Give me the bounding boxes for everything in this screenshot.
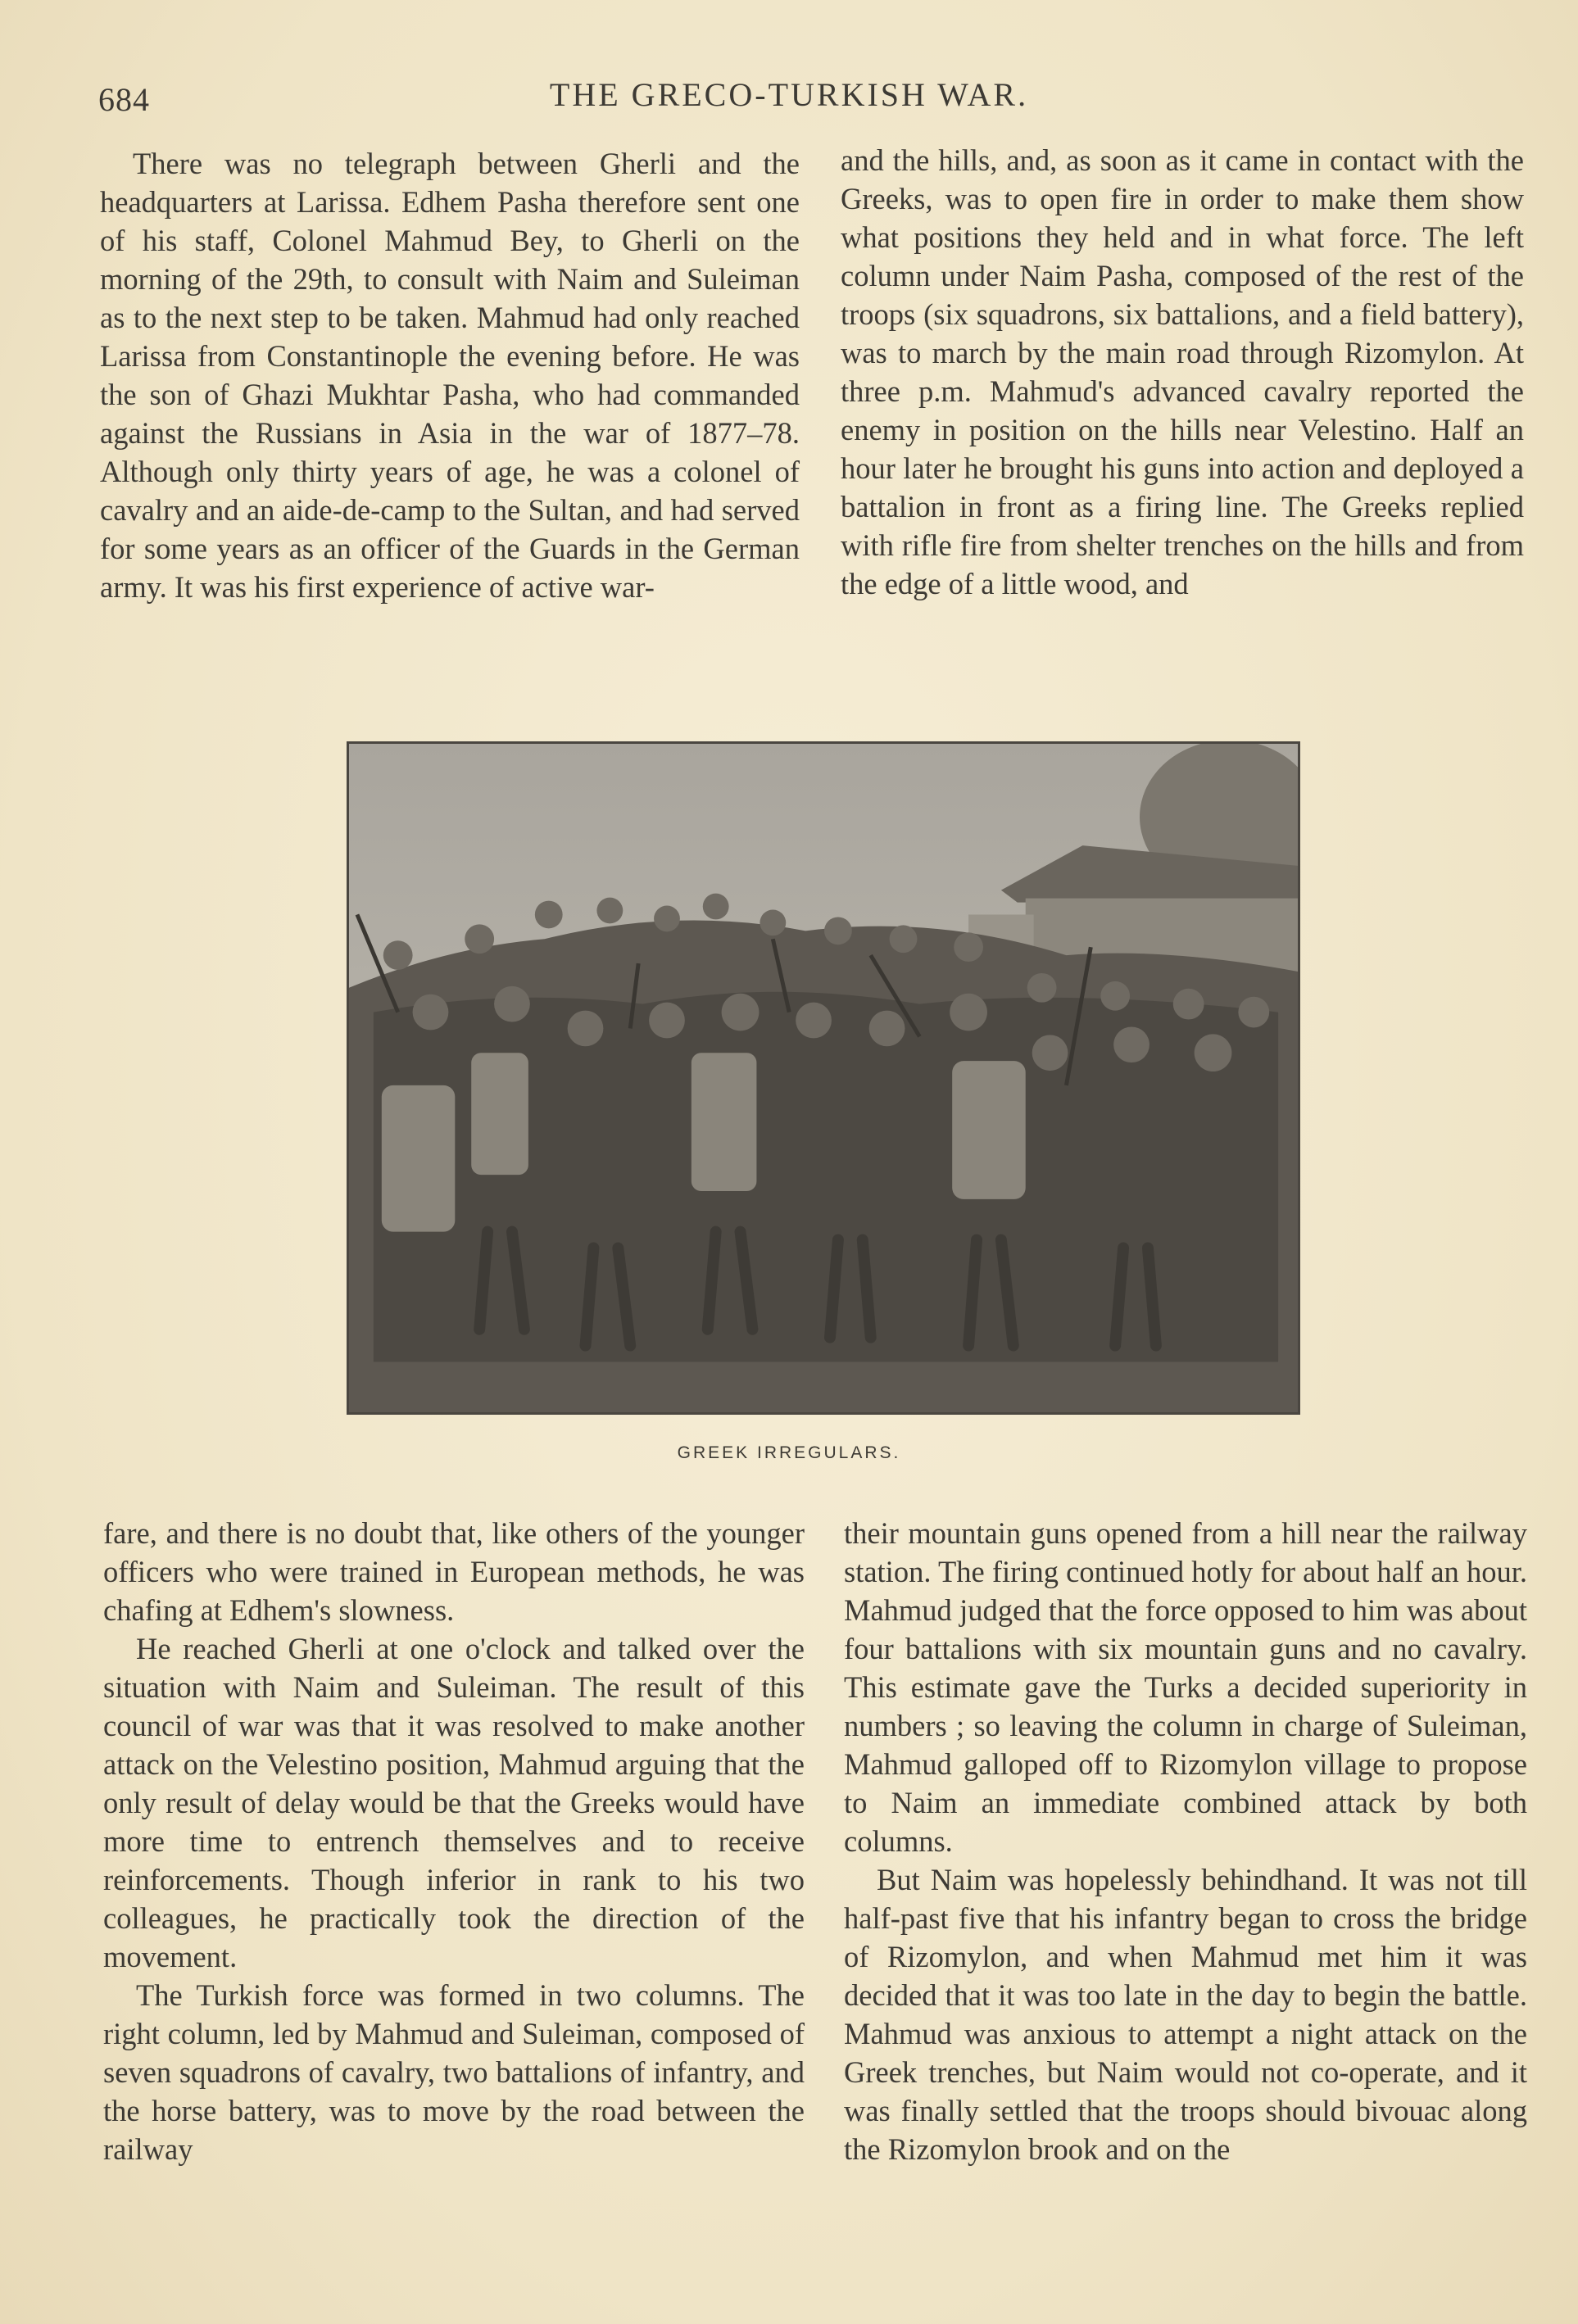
- paragraph: But Naim was hopelessly behindhand. It was not till half-past five that his infantry began to cross the bridge of Rizomylon, and when Mahmud met him it was decided that it was too late in the day to begin the battle. Mahmud was anxious to attempt a night attack on the Greek trenches, but Naim would not co-operate, and it was finally settled that the troops should bivouac along the Rizomylon brook and on the: [844, 1863, 1527, 2166]
- paragraph: and the hills, and, as soon as it came in contact with the Greeks, was to open fire in order to make them show what positions they held and in what force. The left column under Naim Pasha, composed of the rest of the troops (six squadrons, six battalions, and a field battery), was to march by the main road through Rizomylon. At three p.m. Mahmud's advanced cavalry reported the enemy in position on the hills near Velestino. Half an hour later he brought his guns into action and deployed a battalion in front as a firing line. The Greeks replied with rifle fire from shelter trenches on the hills and from the edge of a little wood, and: [841, 143, 1524, 600]
- figure-caption: GREEK IRREGULARS.: [677, 1443, 901, 1462]
- paragraph: fare, and there is no doubt that, like others of the younger officers who were trained in European methods, he was chafing at Edhem's slowness.: [103, 1516, 805, 1627]
- paragraph: The Turkish force was formed in two columns. The right column, led by Mahmud and Suleiman, composed of seven squadrons of cavalry, two battalions of infantry, and the horse battery, was to move by the road between the railway: [103, 1978, 805, 2166]
- page-number: 684: [98, 81, 150, 118]
- photo-illustration: [349, 744, 1298, 1412]
- text-column-bottom-left: [103, 1514, 805, 2168]
- running-title: THE GRECO-TURKISH WAR.: [549, 76, 1029, 113]
- paragraph: He reached Gherli at one o'clock and talked over the situation with Naim and Suleiman. The result of this council of war was that it was resolved to make another attack on the Velestino position, Mahmud arguing that the only result of delay would be that the Greeks would have more time to entrench themselves and to receive reinforcements. Though inferior in rank to his two colleagues, he practically took the direction of the movement.: [103, 1632, 805, 1973]
- photograph-greek-irregulars: [347, 741, 1300, 1415]
- text-column-top-left: [100, 144, 800, 606]
- paragraph: There was no telegraph between Gherli and the headquarters at Larissa. Edhem Pasha therefore sent one of his staff, Colonel Mahmud Bey, to Gherli on the morning of the 29th, to consult with Naim and Suleiman as to the next step to be taken. Mahmud had only reached Larissa from Constantinople the evening before. He was the son of Ghazi Mukhtar Pasha, who had commanded against the Russians in Asia in the war of 1877–78. Although only thirty years of age, he was a colonel of cavalry and an aide-de-camp to the Sultan, and had served for some years as an officer of the Guards in the German army. It was his first experience of active war-: [100, 147, 800, 604]
- text-column-top-right: [841, 141, 1524, 603]
- paragraph: their mountain guns opened from a hill near the railway station. The firing continued hotly for about half an hour. Mahmud judged that the force opposed to him was about four battalions with six mountain guns and no cavalry. This estimate gave the Turks a decided superiority in numbers ; so leaving the column in charge of Suleiman, Mahmud galloped off to Rizomylon village to propose to Naim an immediate combined attack by both columns.: [844, 1516, 1527, 1858]
- text-column-bottom-right: [844, 1514, 1527, 2168]
